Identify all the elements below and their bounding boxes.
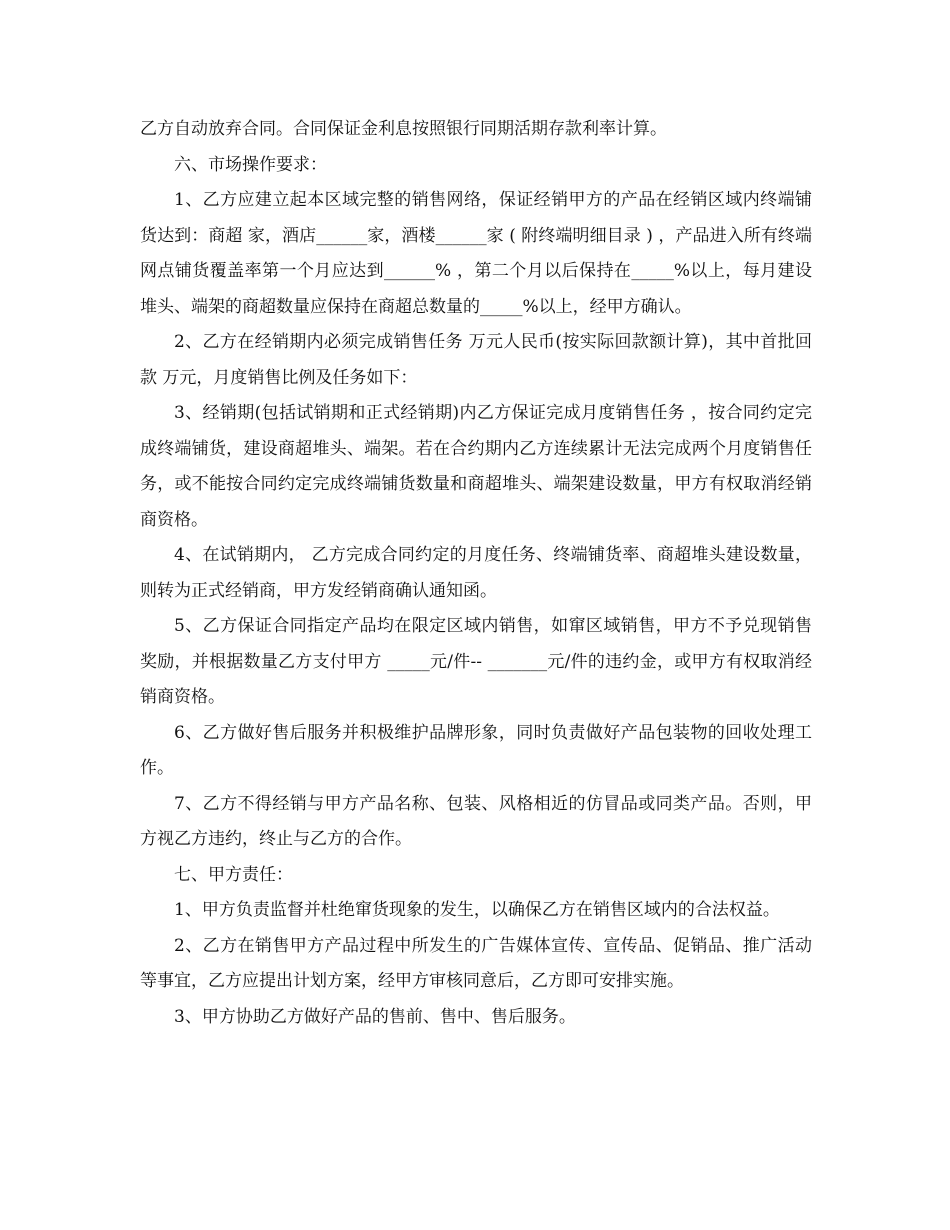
clause-7-2: 2、乙方在销售甲方产品过程中所发生的广告媒体宣传、宣传品、促销品、推广活动等事宜，乙方应提出计划方案，经甲方审核同意后，乙方即可安排实施。 bbox=[140, 935, 812, 991]
clause-7-1: 1、甲方负责监督并杜绝窜货现象的发生，以确保乙方在销售区域内的合法权益。 bbox=[174, 900, 780, 920]
clause-6-4: 4、在试销期内， 乙方完成合同约定的月度任务、终端铺货率、商超堆头建设数量，则转为正式经销商，甲方发经销商确认通知函。 bbox=[140, 545, 812, 601]
document-body bbox=[140, 112, 812, 1035]
clause-7-3: 3、甲方协助乙方做好产品的售前、售中、售后服务。 bbox=[174, 1006, 576, 1027]
clause-6-2: 2、乙方在经销期内必须完成销售任务 万元人民币(按实际回款额计算)，其中首批回款 万元，月度销售比例及任务如下： bbox=[140, 332, 812, 388]
clause-6-7: 7、乙方不得经销与甲方产品名称、包装、风格相近的仿冒品或同类产品。否则，甲方视乙方违约，终止与乙方的合作。 bbox=[140, 793, 812, 849]
clause-6-3: 3、经销期(包括试销期和正式经销期)内乙方保证完成月度销售任务 ，按合同约定完成终端铺货，建设商超堆头、端架。若在合约期内乙方连续累计无法完成两个月度销售任务，或不能按合同约定完成终端铺货数量和商超堆头、端架建设数量，甲方有权取消经销商资格。 bbox=[140, 403, 812, 530]
clause-6-5: 5、乙方保证合同指定产品均在限定区域内销售，如窜区域销售，甲方不予兑现销售奖励，并根据数量乙方支付甲方 _____元/件-- _______元/件的违约金，或甲方有权取消经销商资格。 bbox=[140, 616, 812, 707]
section-heading-market-operation: 六、市场操作要求： bbox=[174, 154, 327, 175]
clause-6-1: 1、乙方应建立起本区域完整的销售网络，保证经销甲方的产品在经销区域内终端铺货达到：商超 家，酒店______家，酒楼______家 ( 附终端明细目录 ) ，产品进入所有终端网点铺货覆盖率第一个月应达到______% ，第二个月以后保持在_____%以上，每月建设堆头、端架的商超数量应保持在商超总数量的_____%以上，经甲方确认。 bbox=[140, 190, 812, 317]
clause-6-6: 6、乙方做好售后服务并积极维护品牌形象，同时负责做好产品包装物的回收处理工作。 bbox=[140, 722, 812, 778]
paragraph-continuation: 乙方自动放弃合同。合同保证金利息按照银行同期活期存款利率计算。 bbox=[140, 119, 667, 139]
section-heading-party-a-duties: 七、甲方责任： bbox=[174, 864, 293, 885]
